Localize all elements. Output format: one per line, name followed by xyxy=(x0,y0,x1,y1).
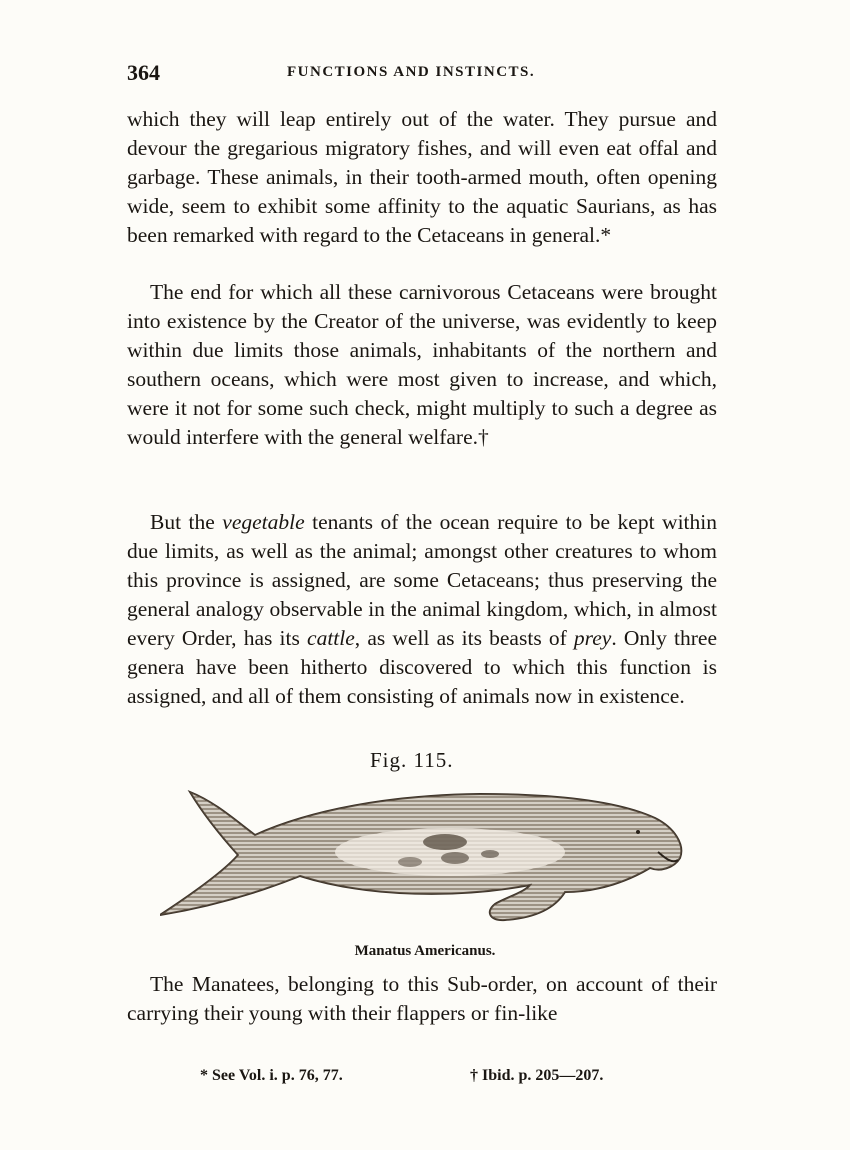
italic-vegetable: vegetable xyxy=(222,510,305,534)
text-run: . Only three genera have been hitherto discovered to which this function is assigned, and all of them consisting of animals now in existence. xyxy=(127,626,717,708)
paragraph-manatees: The Manatees, belonging to this Sub-order, on account of their carrying their young with their flappers or fin-like xyxy=(127,972,717,1025)
footnotes xyxy=(200,1067,660,1091)
paragraph-carnivorous-cetaceans: The end for which all these carnivorous Cetaceans were brought into existence by the Creator of the universe, was evidently to keep within due limits those animals, inhabitants of the northern and southern oceans, which were most given to increase, and which, were it not for some such check, might multiply to such a degree as would interfere with the general welfare.† xyxy=(127,280,717,449)
manatee-illustration xyxy=(160,780,700,940)
running-head xyxy=(127,60,717,90)
paragraph-vegetable-tenants xyxy=(127,508,717,711)
italic-cattle: cattle xyxy=(307,626,355,650)
manatee-engraving-icon xyxy=(160,780,700,940)
text-run: tenants of the ocean require to be kept within due limits, as well as the animal; amongst other creatures to whom this province is assigned, are some Cetaceans; thus preserving the general analogy observable in the animal kingdom, which, in almost every Order, has its xyxy=(127,510,717,650)
footnote-1: * See Vol. i. p. 76, 77. xyxy=(200,1067,343,1084)
figure-label: Fig. 115. xyxy=(370,748,454,772)
page-number: 364 xyxy=(127,60,160,85)
italic-prey: prey xyxy=(573,626,612,650)
text-run: But the xyxy=(150,510,223,534)
paragraph-continuation: which they will leap entirely out of the water. They pursue and devour the gregarious migratory fishes, and will even eat offal and garbage. These animals, in their tooth-armed mouth, often opening wide, seem to exhibit some affinity to the aquatic Saurians, as has been remarked with regard to the Cetaceans in general.* xyxy=(127,107,717,247)
footnote-2: † Ibid. p. 205—207. xyxy=(470,1067,604,1084)
text-run: , as well as its beasts of xyxy=(354,626,574,650)
running-title: FUNCTIONS AND INSTINCTS. xyxy=(287,64,536,80)
figure-caption: Manatus Americanus. xyxy=(354,943,496,959)
